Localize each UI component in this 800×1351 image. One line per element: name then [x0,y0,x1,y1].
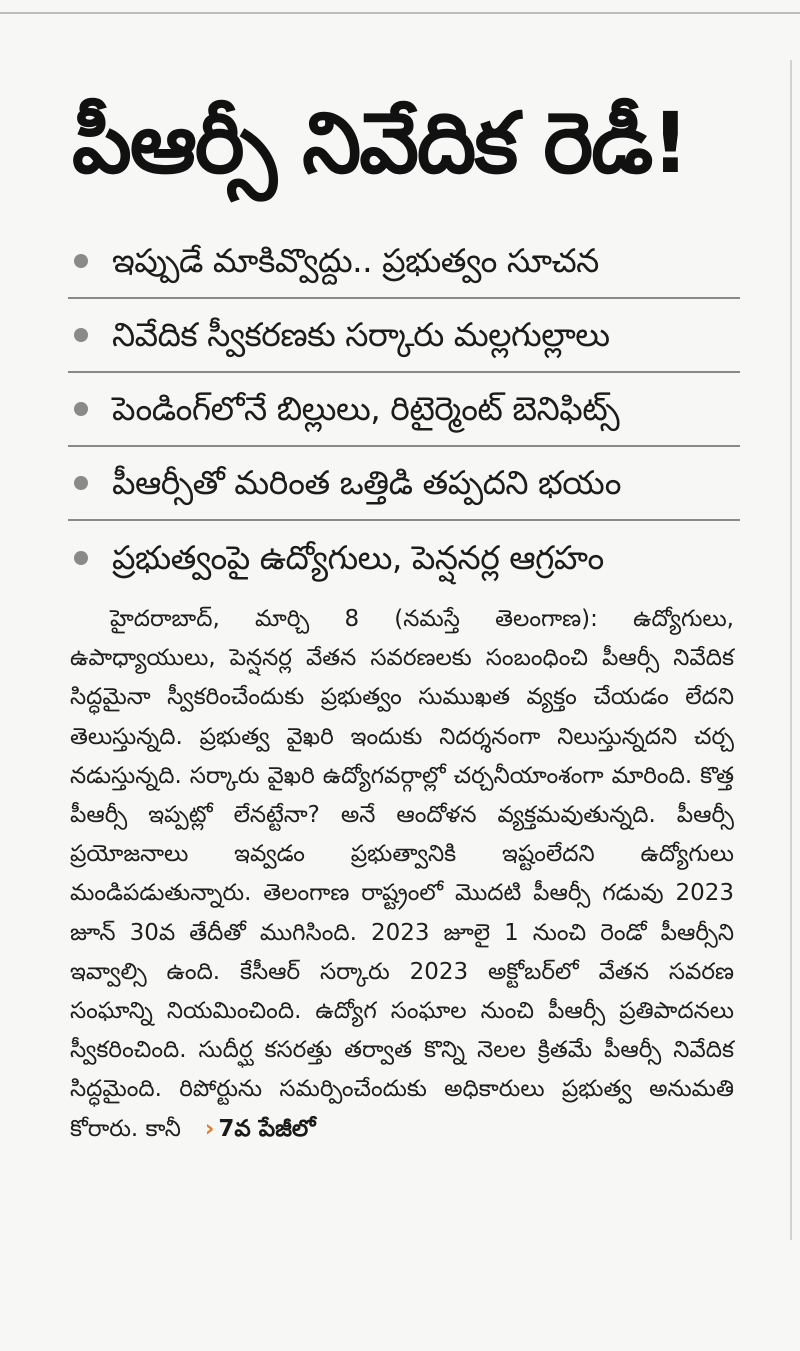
right-divider [790,60,792,1240]
article-text: హైదరాబాద్, మార్చి 8 (నమస్తే తెలంగాణ): ఉద్యోగులు, ఉపాధ్యాయులు, పెన్షనర్ల వేతన సవరణలకు సంబంధించి పీఆర్సీ నివేదిక సిద్ధమైనా స్వీకరించేందుకు ప్రభుత్వం సుముఖత వ్యక్తం చేయడం లేదని తెలుస్తున్నది. ప్రభుత్వ వైఖరి ఇందుకు నిదర్శనంగా నిలుస్తున్నదని చర్చ నడుస్తున్నది. సర్కారు వైఖరి ఉద్యోగవర్గాల్లో చర్చనీయాంశంగా మారింది. కొత్త పీఆర్సీ ఇప్పట్లో లేనట్టేనా? అనే ఆందోళన వ్యక్తమవుతున్నది. పీఆర్సీ ప్రయోజనాలు ఇవ్వడం ప్రభుత్వానికి ఇష్టంలేదని ఉద్యోగులు మండిపడుతున్నారు. తెలంగాణ రాష్ట్రంలో మొదటి పీఆర్సీ గడువు 2023 జూన్ 30వ తేదీతో ముగిసింది. 2023 జూలై 1 నుంచి రెండో పీఆర్సీని ఇవ్వాల్సి ఉంది. కేసీఆర్ సర్కారు 2023 అక్టోబర్‌లో వేతన సవరణ సంఘాన్ని నియమించింది. ఉద్యోగ సంఘాల నుంచి పీఆర్సీ ప్రతిపాదనలు స్వీకరించింది. సుదీర్ఘ కసరత్తు తర్వాత కొన్ని నెలల క్రితమే పీఆర్సీ నివేదిక సిద్ధమైంది. రిపోర్టును సమర్పించేందుకు అధికారులు ప్రభుత్వ అనుమతి కోరారు. కానీ [70,606,734,1142]
subheading-item [68,373,740,447]
bullet-icon [74,551,88,565]
news-clipping [60,60,740,1260]
continuation-text: 7వ పేజీలో [218,1115,316,1142]
subheading-list [68,225,740,595]
subheading-text: ఇప్పుడే మాకివ్వొద్దు.. ప్రభుత్వం సూచన [112,241,599,280]
article-paragraph [70,600,734,1149]
subheading-item [68,225,740,299]
article-body [70,600,734,1149]
subheading-item [68,299,740,373]
subheading-item [68,447,740,521]
subheading-text: పెండింగ్‌లోనే బిల్లులు, రిటైర్మెంట్ బెనిఫిట్స్ [112,389,620,428]
bullet-icon [74,402,88,416]
subheading-text: నివేదిక స్వీకరణకు సర్కారు మల్లగుల్లాలు [112,315,610,354]
subheading-item [68,521,740,595]
subheading-text: ప్రభుత్వంపై ఉద్యోగులు, పెన్షనర్ల ఆగ్రహం [112,538,604,577]
headline: పీఆర్సీ నివేదిక రెడీ! [72,94,688,192]
continuation-link[interactable] [205,1116,316,1142]
bullet-icon [74,254,88,268]
bullet-icon [74,476,88,490]
chevron-right-icon: › [204,1115,215,1142]
top-divider [0,12,800,14]
subheading-text: పీఆర్సీతో మరింత ఒత్తిడి తప్పదని భయం [112,463,621,502]
bullet-icon [74,328,88,342]
